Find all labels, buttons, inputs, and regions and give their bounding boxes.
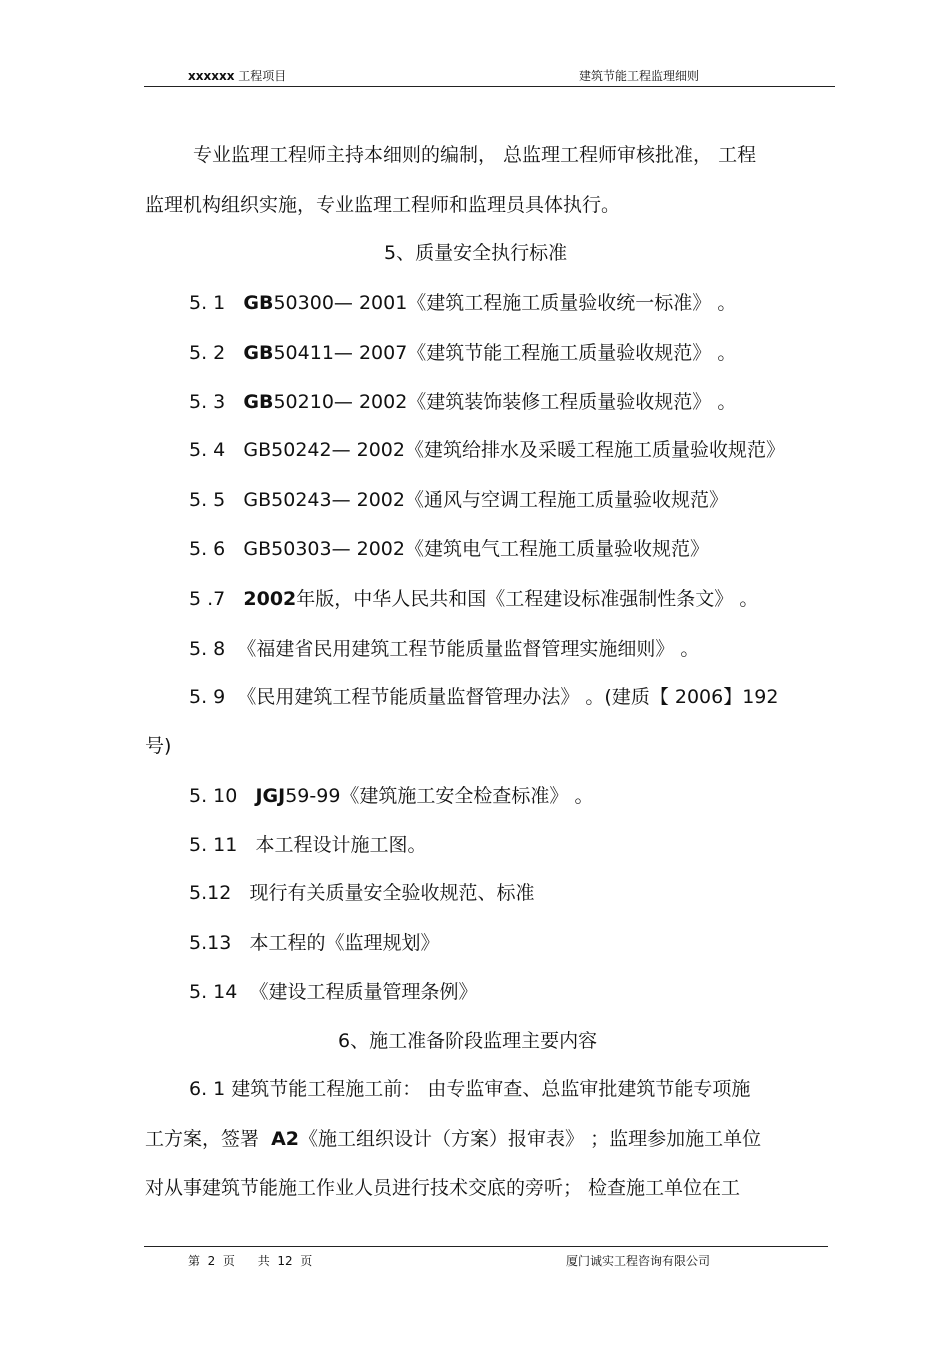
item-text: 《福建省民用建筑工程节能质量监督管理实施细则》 。 (237, 638, 700, 660)
list-item (189, 341, 736, 365)
item-bold: A2 (271, 1128, 300, 1150)
list-item (189, 488, 728, 512)
list-item (189, 784, 593, 808)
list-item (189, 537, 709, 561)
item-number: 5. 1 (189, 292, 226, 314)
list-item (189, 931, 439, 955)
item-number: 5. 6 (189, 538, 226, 560)
item-text: 《民用建筑工程节能质量监督管理办法》 。(建质【 2006】192 (237, 686, 779, 708)
list-item (189, 390, 736, 414)
text-run: 工方案，签署 (145, 1128, 272, 1150)
section-5-title: 5、质量安全执行标准 (384, 242, 568, 264)
list-item (189, 685, 778, 709)
item-number: 5.13 (189, 932, 232, 954)
item-bold: GB (243, 292, 274, 314)
item-number: 5. 11 (189, 834, 238, 856)
item-bold: 2002 (243, 588, 297, 610)
item-text: 50411— 2007《建筑节能工程施工质量验收规范》 。 (273, 342, 737, 364)
item-number: 5. 4 (189, 439, 226, 461)
header-project (188, 67, 286, 84)
header-doc-title: 建筑节能工程监理细则 (579, 69, 700, 83)
item-number: 5. 2 (189, 342, 226, 364)
footer-company: 厦门诚实工程咨询有限公司 (566, 1254, 711, 1268)
header-project-suffix: 工程项目 (234, 69, 287, 83)
item-number: 5. 10 (189, 785, 238, 807)
list-item (189, 291, 736, 315)
paragraph-line: 专业监理工程师主持本细则的编制， 总监理工程师审核批准， 工程 (193, 144, 757, 166)
item-number: 5. 14 (189, 981, 238, 1003)
list-item (189, 980, 477, 1004)
item-bold: GB (243, 391, 274, 413)
paragraph-line (145, 1127, 761, 1151)
item-number: 5 .7 (189, 588, 226, 610)
header-project-code: xxxxxx (188, 69, 235, 83)
list-item (189, 438, 785, 462)
item-number: 5.12 (189, 882, 232, 904)
item-text: 59-99《建筑施工安全检查标准》 。 (285, 785, 594, 807)
list-item (189, 637, 699, 661)
item-text: GB50303— 2002《建筑电气工程施工质量验收规范》 (243, 538, 709, 560)
paragraph-line: 对从事建筑节能施工作业人员进行技术交底的旁听； 检查施工单位在工 (145, 1177, 741, 1199)
item-text: 本工程设计施工图。 (255, 834, 427, 856)
paragraph-line: 6. 1 建筑节能工程施工前： 由专监审查、总监审批建筑节能专项施 (189, 1078, 751, 1100)
text-run: 《施工组织设计（方案）报审表》 ；监理参加施工单位 (299, 1128, 762, 1150)
list-item (189, 587, 758, 611)
section-6-title: 6、施工准备阶段监理主要内容 (338, 1030, 598, 1052)
paragraph-line: 监理机构组织实施，专业监理工程师和监理员具体执行。 (145, 194, 621, 216)
item-text: 50300— 2001《建筑工程施工质量验收统一标准》 。 (273, 292, 737, 314)
item-number: 5. 8 (189, 638, 226, 660)
list-item (189, 833, 427, 857)
page-footer (144, 1246, 828, 1271)
item-number: 5. 3 (189, 391, 226, 413)
item-number: 5. 9 (189, 686, 226, 708)
footer-page-info: 第 2 页 共 12 页 (188, 1254, 313, 1268)
item-text: 50210— 2002《建筑装饰装修工程质量验收规范》 。 (273, 391, 737, 413)
item-text: GB50242— 2002《建筑给排水及采暖工程施工质量验收规范》 (243, 439, 785, 461)
paragraph-line: 号) (145, 735, 172, 757)
item-text: 《建设工程质量管理条例》 (249, 981, 478, 1003)
item-bold: JGJ (255, 785, 286, 807)
item-text: GB50243— 2002《通风与空调工程施工质量验收规范》 (243, 489, 728, 511)
item-text: 年版，中华人民共和国《工程建设标准强制性条文》 。 (296, 588, 759, 610)
list-item (189, 881, 534, 905)
item-text: 现行有关质量安全验收规范、标准 (249, 882, 535, 904)
page-header (144, 66, 835, 87)
item-text: 本工程的《监理规划》 (249, 932, 440, 954)
item-bold: GB (243, 342, 274, 364)
item-number: 5. 5 (189, 489, 226, 511)
